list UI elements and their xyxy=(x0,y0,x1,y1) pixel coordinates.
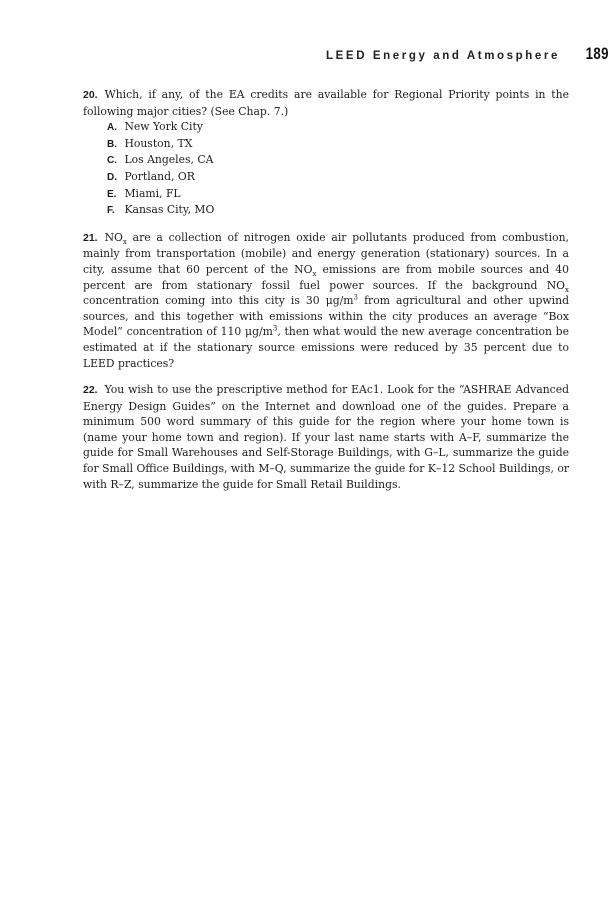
question-22-text: You wish to use the prescriptive method for EAc1. Look for the “ASHRAE Advanced Energy Design Guides” on the Internet and download one of the guides. Prepare a minimum 500 word summary of this guide for the region where your home town is (name your home town and region). If your last name starts with A–F, summarize the guide for Small Warehouses and Self-Storage Buildings, with G–L, summarize the guide for Small Office Buildings, with M–Q, summarize the guide for K–12 School Buildings, or with R–Z, summarize the guide for Small Retail Buildings. xyxy=(83,383,569,491)
question-21-text-2: emissions are from mobile sources and 40 percent are from stationary fossil fuel power sources. If the background xyxy=(83,262,569,292)
option-text: New York City xyxy=(124,120,203,134)
cubed-superscript: 3 xyxy=(353,293,358,302)
option-c xyxy=(107,152,569,169)
question-21-text-3: concentration coming into this city is 30 μg/m xyxy=(83,294,354,308)
question-22-number: 22. xyxy=(83,384,98,397)
running-head-title: LEED Energy and Atmosphere xyxy=(326,50,560,62)
nox-symbol: NO xyxy=(104,230,123,244)
option-text: Portland, OR xyxy=(124,169,195,183)
running-head xyxy=(0,44,614,68)
option-letter: C. xyxy=(107,155,117,167)
option-e xyxy=(107,186,569,203)
option-a xyxy=(107,119,569,136)
exercise-list xyxy=(83,87,569,492)
option-letter: B. xyxy=(107,138,117,150)
question-20-number: 20. xyxy=(83,89,98,101)
question-22 xyxy=(83,382,569,492)
question-20 xyxy=(83,87,569,219)
question-21-text-4: from agricultural and other upwind sources, and this together with emissions within the city produces an average “Box Model” concentration of 110 μg/m xyxy=(83,294,569,339)
nox-symbol: NO xyxy=(546,278,566,292)
question-20-text-block xyxy=(83,87,569,119)
spacer xyxy=(83,371,569,382)
option-d xyxy=(107,169,569,186)
question-21-text-5: , then what would the new average concentration be estimated at if the stationary source emissions were reduced by 35 percent due to LEED practices? xyxy=(83,325,569,370)
nox-subscript: x xyxy=(122,237,127,246)
spacer xyxy=(83,219,569,230)
option-f xyxy=(107,202,569,219)
question-21-number: 21. xyxy=(83,231,98,244)
question-20-text: Which, if any, of the EA credits are available for Regional Priority points in the following major cities? (See Chap. 7.) xyxy=(83,88,569,118)
option-letter: A. xyxy=(107,122,117,134)
option-letter: D. xyxy=(107,171,117,183)
option-text: Miami, FL xyxy=(124,186,181,200)
question-21 xyxy=(83,230,569,371)
option-text: Kansas City, MO xyxy=(124,203,215,217)
nox-symbol: NO xyxy=(294,262,313,276)
option-letter: E. xyxy=(107,188,117,200)
nox-subscript: x xyxy=(312,270,317,279)
page-number: 189 xyxy=(585,44,609,63)
cubed-superscript: 3 xyxy=(272,324,278,333)
option-text: Houston, TX xyxy=(124,136,193,150)
option-b xyxy=(107,136,569,153)
question-20-options xyxy=(83,119,569,219)
question-21-text-1: are a collection of nitrogen oxide air pollutants produced from combustion, mainly from transportation (mobile) and energy generation (stationary) sources. In a city, assume that 60 percent of the xyxy=(83,230,569,276)
option-letter: F. xyxy=(107,205,115,217)
option-text: Los Angeles, CA xyxy=(124,153,214,167)
nox-subscript: x xyxy=(565,285,569,294)
